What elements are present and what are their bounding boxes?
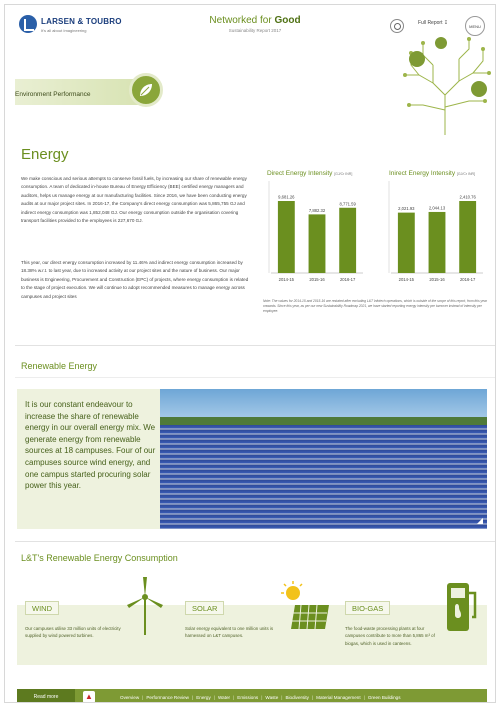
direct-chart-title: Direct Energy Intensity [GJ/Cr INR] bbox=[267, 170, 353, 177]
biogas-card-text: The food-waste processing plants at four campuses contribute to more than 5,865 m³ of biogas, which is used in canteens. bbox=[345, 626, 435, 646]
wind-card-label: WIND bbox=[25, 601, 59, 615]
solar-card-text: Solar energy equivalent to one million units is harnessed on L&T campuses. bbox=[185, 626, 274, 639]
x-tick-label: 2015-16 bbox=[309, 277, 325, 282]
chart-note: Note: The values for 2014-15 and 2015-16 are restated after excluding L&T Infotech operations, which is outside of the scope of this report, from this year onwards. Since this year, as per our new Sustainability Roadmap 2021, we have started reporting energy intensity per turnover instead of intensity per employee. bbox=[263, 299, 487, 313]
download-icon: ↧ bbox=[443, 20, 449, 26]
lt-logo[interactable] bbox=[19, 15, 129, 39]
circuit-tree-graphic bbox=[393, 35, 496, 135]
x-tick-label: 2016-17 bbox=[339, 277, 356, 282]
divider bbox=[15, 541, 495, 542]
bar bbox=[459, 201, 476, 273]
direct-energy-chart bbox=[263, 181, 371, 291]
leaves-icon bbox=[138, 82, 154, 98]
bar bbox=[339, 208, 356, 273]
footer-nav-item[interactable]: Emissions bbox=[237, 694, 259, 700]
search-icon[interactable] bbox=[390, 19, 404, 33]
footer-nav-item[interactable]: Material Management bbox=[316, 694, 361, 700]
bar bbox=[429, 212, 446, 273]
footer-nav-item[interactable]: Green Buildings bbox=[367, 694, 401, 700]
wind-turbine-icon bbox=[123, 575, 167, 637]
nav-separator: | bbox=[213, 694, 215, 700]
energy-paragraph-2: This year, our direct energy consumption increased by 11.46% and indirect energy consumption increased by 18.38% w.r.t. to last year, due to increased activity at our project sites and the nature of business. Our major business is Engineering, Procurement and Construction (EPC) of projects, where energy consumption is related to the stage of project execution. We will continue to adopt recommended measures to manage energy across campuses and project sites bbox=[21, 260, 249, 299]
x-tick-label: 2016-17 bbox=[459, 277, 476, 282]
footer-nav-item[interactable]: Water bbox=[217, 694, 231, 700]
x-tick-label: 2014-15 bbox=[398, 277, 415, 282]
report-title: Networked for Good bbox=[209, 15, 301, 26]
footer-nav-item[interactable]: Overview bbox=[120, 694, 140, 700]
full-report-link[interactable] bbox=[418, 20, 448, 26]
bar bbox=[278, 201, 295, 273]
bar-value-label: 9,681.26 bbox=[278, 194, 295, 200]
bar bbox=[398, 213, 415, 273]
biogas-card-label: BIO-GAS bbox=[345, 601, 390, 615]
menu-button[interactable]: MENU bbox=[465, 16, 485, 36]
divider bbox=[15, 345, 495, 346]
indirect-energy-chart bbox=[383, 181, 491, 291]
nav-separator: | bbox=[142, 694, 144, 700]
nav-separator: | bbox=[233, 694, 235, 700]
consumption-heading: L&T's Renewable Energy Consumption bbox=[21, 553, 178, 563]
nav-separator: | bbox=[311, 694, 314, 700]
footer-nav bbox=[117, 689, 404, 703]
pdf-icon[interactable]: ▲ bbox=[83, 691, 95, 703]
renewable-text: It is our constant endeavour to increase the share of renewable energy in our overall energy mix. We generate energy from renewable sources at 18 campuses. Four of our campuses source wind energy, and one campus started procuring solar power this year. bbox=[25, 400, 156, 491]
energy-heading: Energy bbox=[21, 146, 69, 163]
bar bbox=[309, 214, 326, 273]
bar-value-label: 2,044.13 bbox=[428, 205, 446, 211]
nav-separator: | bbox=[363, 694, 365, 700]
bar-value-label: 7,882.32 bbox=[308, 207, 326, 213]
x-tick-label: 2015-16 bbox=[429, 277, 445, 282]
wind-card-text: Our campuses utilise 33 million units of electricity supplied by wind powered turbines. bbox=[25, 626, 121, 639]
logo-name: LARSEN & TOUBRO bbox=[41, 17, 122, 26]
energy-paragraph-1: We make conscious and serious attempts to conserve fossil fuels, by increasing our share of renewable energy consumption. A team of dedicated in-house Bureau of Energy Efficiency (BEE) certified energy managers and auditors, helps us manage energy at our manufacturing facilities. Since 2016, we have been conducting energy audits at our major project sites. In 2016-17, the Company's direct energy consumption was 5,865,755 GJ and indirect energy consumption was 1,852,048 GJ. Our energy consumption outside the organisation covering transport facilities provided to the employees is 227,670 GJ. bbox=[21, 176, 247, 224]
divider bbox=[15, 377, 495, 378]
leaf-badge bbox=[129, 73, 163, 107]
logo-tagline: It's all about Imagineering bbox=[41, 28, 87, 33]
indirect-chart-title: Inirect Energy Intensity [GJ/Cr INR] bbox=[389, 170, 476, 177]
report-subtitle: Sustainability Report 2017 bbox=[228, 28, 282, 33]
bar-value-label: 2,021.93 bbox=[398, 206, 415, 212]
footer-nav-item[interactable]: Waste bbox=[265, 694, 279, 700]
read-more-button[interactable]: Read more bbox=[17, 689, 75, 703]
footer-nav-item[interactable]: Biodiversity bbox=[285, 694, 309, 700]
footer-nav-item[interactable]: Performance Review bbox=[146, 694, 189, 700]
report-page bbox=[4, 4, 496, 703]
footer-nav-item[interactable]: Energy bbox=[196, 694, 211, 700]
biogas-pump-icon bbox=[445, 577, 481, 633]
section-band-label: Environment Performance bbox=[15, 91, 91, 98]
solar-farm-image bbox=[160, 389, 487, 529]
solar-card-label: SOLAR bbox=[185, 601, 224, 615]
lt-logo-icon bbox=[19, 15, 37, 33]
nav-separator: | bbox=[261, 694, 263, 700]
renewable-heading: Renewable Energy bbox=[21, 361, 98, 371]
x-tick-label: 2014-15 bbox=[278, 277, 295, 282]
bar-value-label: 8,771.59 bbox=[339, 201, 356, 207]
nav-separator: | bbox=[281, 694, 283, 700]
expand-icon[interactable]: ◢ bbox=[476, 516, 483, 525]
full-report-label: Full Report bbox=[418, 20, 443, 26]
nav-separator: | bbox=[192, 694, 194, 700]
bar-value-label: 2,410.76 bbox=[459, 194, 476, 200]
